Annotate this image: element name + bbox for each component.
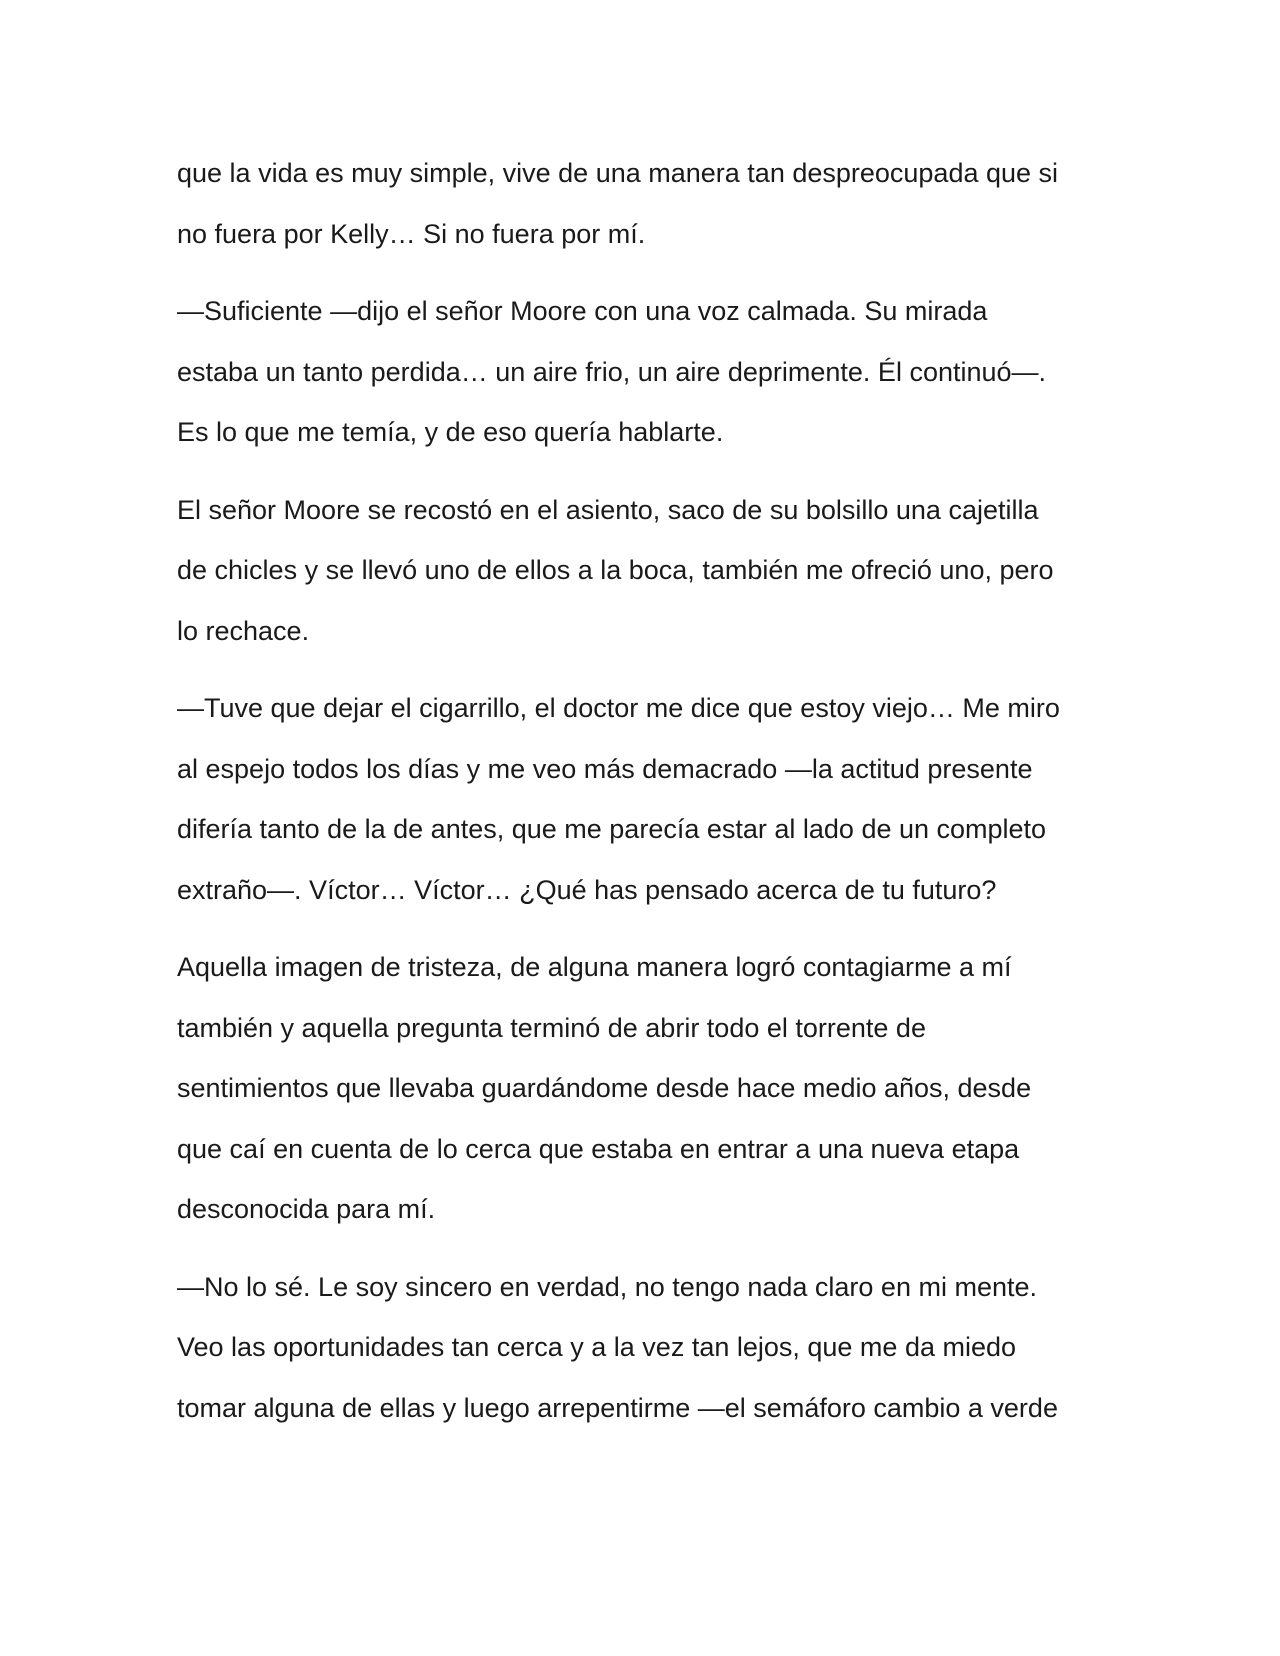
text-line: extraño—. Víctor… Víctor… ¿Qué has pensado acerca de tu futuro? xyxy=(177,874,997,905)
text-line: Veo las oportunidades tan cerca y a la vez tan lejos, que me da miedo xyxy=(177,1332,1017,1362)
text-line: desconocida para mí. xyxy=(177,1194,436,1224)
text-line: lo rechace. xyxy=(177,615,310,646)
text-line: —Suficiente —dijo el señor Moore con una voz calmada. Su mirada xyxy=(177,296,988,326)
paragraph-3 xyxy=(177,480,1117,662)
paragraph-4 xyxy=(177,678,1117,920)
body-text xyxy=(177,143,1117,1455)
paragraph-1 xyxy=(177,143,1117,264)
text-line: difería tanto de la de antes, que me parecía estar al lado de un completo xyxy=(177,814,1047,844)
paragraph-5 xyxy=(177,937,1117,1240)
paragraph-6 xyxy=(177,1257,1117,1439)
text-line: sentimientos que llevaba guardándome desde hace medio años, desde xyxy=(177,1073,1032,1103)
text-line: tomar alguna de ellas y luego arrepentirme —el semáforo cambio a verde xyxy=(177,1392,1058,1423)
text-line: estaba un tanto perdida… un aire frio, un aire deprimente. Él continuó—. xyxy=(177,356,1047,387)
text-line: —Tuve que dejar el cigarrillo, el doctor me dice que estoy viejo… Me miro xyxy=(177,693,1060,723)
text-line: Es lo que me temía, y de eso quería hablarte. xyxy=(177,417,724,447)
text-line: Aquella imagen de tristeza, de alguna manera logró contagiarme a mí xyxy=(177,952,1012,982)
text-line: no fuera por Kelly… Si no fuera por mí. xyxy=(177,218,646,249)
text-line: que la vida es muy simple, vive de una manera tan despreocupada que si xyxy=(177,158,1059,188)
text-line: que caí en cuenta de lo cerca que estaba en entrar a una nueva etapa xyxy=(177,1133,1020,1164)
text-line: —No lo sé. Le soy sincero en verdad, no tengo nada claro en mi mente. xyxy=(177,1271,1037,1302)
paragraph-2 xyxy=(177,281,1117,463)
text-line: al espejo todos los días y me veo más demacrado —la actitud presente xyxy=(177,753,1033,784)
text-line: también y aquella pregunta terminó de abrir todo el torrente de xyxy=(177,1012,926,1043)
text-line: de chicles y se llevó uno de ellos a la boca, también me ofreció uno, pero xyxy=(177,555,1054,585)
text-line: El señor Moore se recostó en el asiento, saco de su bolsillo una cajetilla xyxy=(177,494,1039,525)
